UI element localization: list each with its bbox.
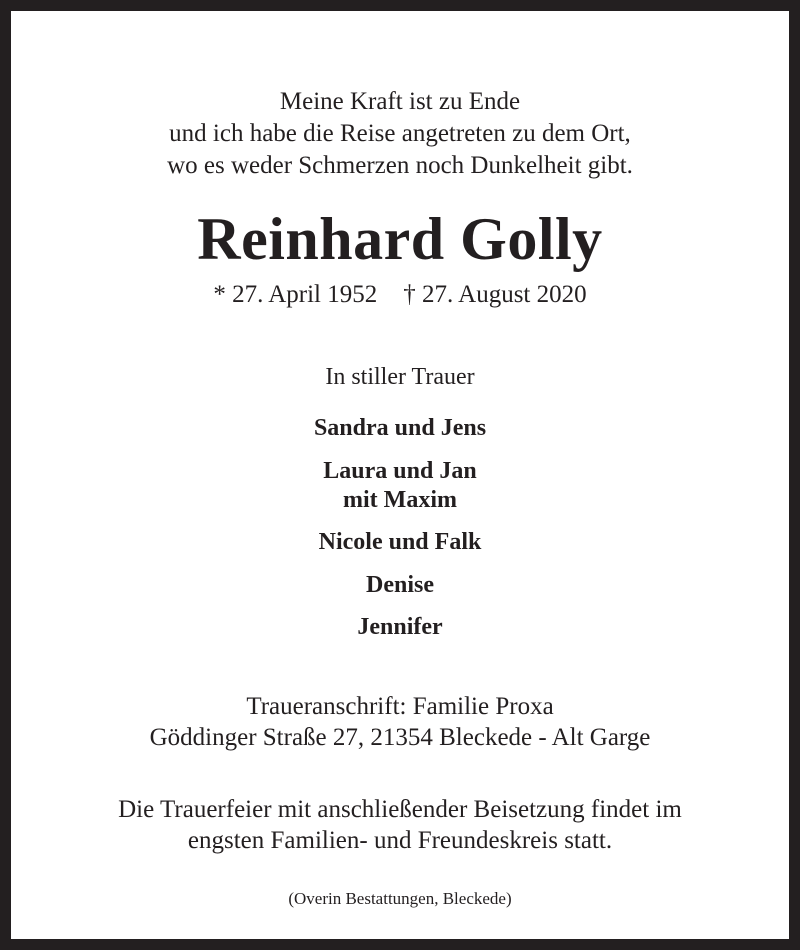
verse-line-2: und ich habe die Reise angetreten zu dem Ort, xyxy=(169,120,631,147)
mourner-5: Jennifer xyxy=(357,614,443,640)
address-line-1: Traueranschrift: Familie Proxa xyxy=(246,693,554,720)
address-line-2: Göddinger Straße 27, 21354 Bleckede - Alt Garge xyxy=(149,724,651,751)
undertaker: (Overin Bestattungen, Bleckede) xyxy=(288,889,512,908)
mourner-1: Sandra und Jens xyxy=(313,415,487,441)
ceremony-note-line-2: engsten Familien- und Freundeskreis statt. xyxy=(187,827,613,854)
mourning-intro: In stiller Trauer xyxy=(325,364,475,390)
mourner-3: Nicole und Falk xyxy=(318,529,482,555)
mourner-2b: mit Maxim xyxy=(343,487,457,513)
deceased-name: Reinhard Golly xyxy=(197,206,603,272)
mourner-4: Denise xyxy=(366,572,434,598)
verse-line-1: Meine Kraft ist zu Ende xyxy=(279,88,521,115)
life-dates xyxy=(11,281,789,309)
birth-date: * 27. April 1952 xyxy=(213,281,378,308)
ceremony-note-line-1: Die Trauerfeier mit anschließender Beisetzung findet im xyxy=(118,796,682,823)
death-date: † 27. August 2020 xyxy=(403,281,587,308)
mourner-2: Laura und Jan xyxy=(323,458,477,484)
verse-line-3: wo es weder Schmerzen noch Dunkelheit gibt. xyxy=(167,152,633,179)
